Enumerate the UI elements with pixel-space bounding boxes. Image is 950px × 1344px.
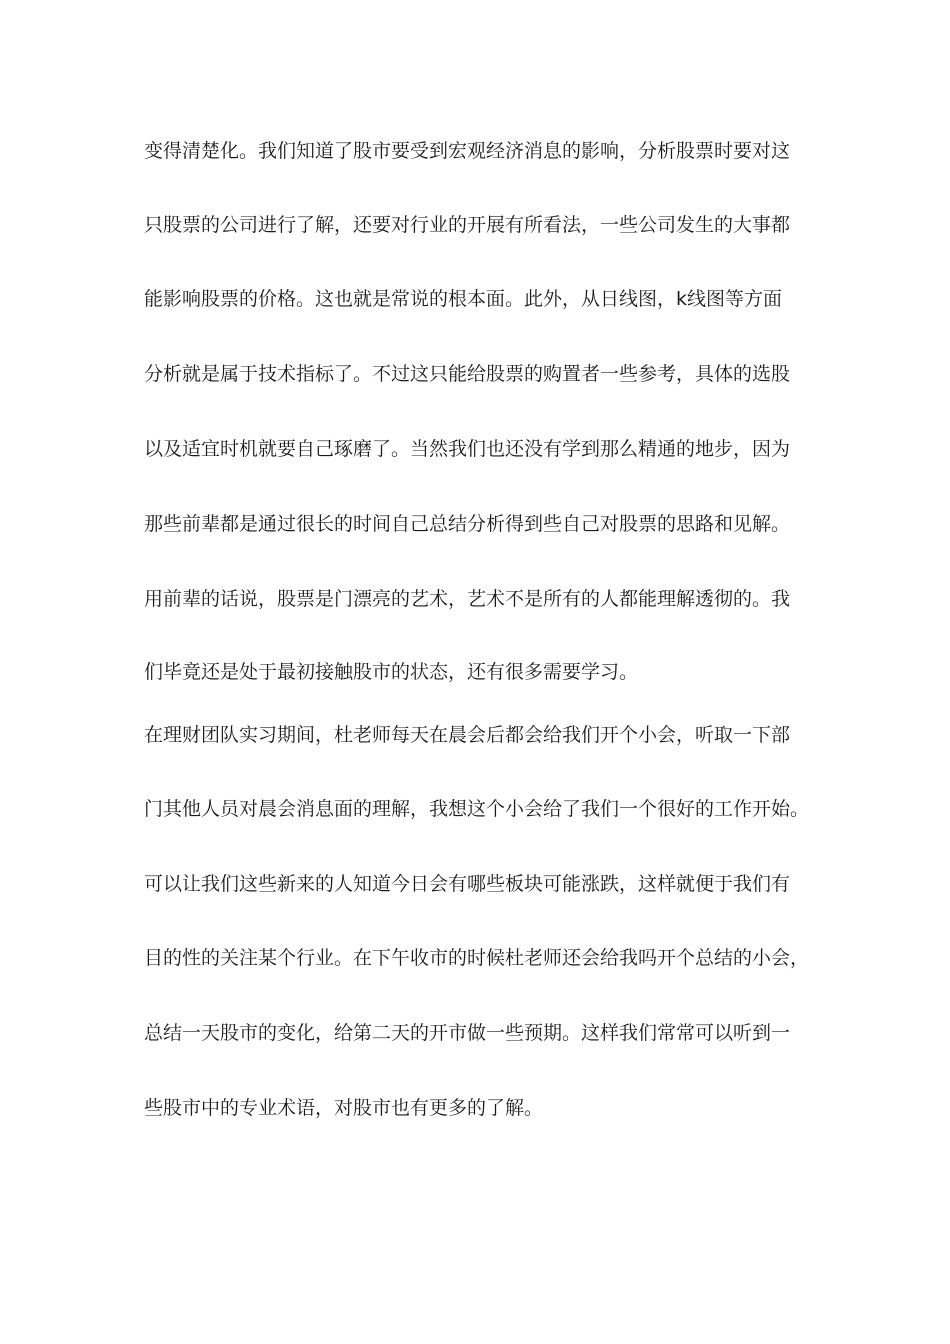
paragraph-1-line-1: 变得清楚化。我们知道了股市要受到宏观经济消息的影响，分析股票时要对这 [144, 140, 791, 162]
paragraph-2-line-2: 门其他人员对晨会消息面的理解，我想这个小会给了我们一个很好的工作开始。 [144, 798, 810, 820]
paragraph-1-line-3: 能影响股票的价格。这也就是常说的根本面。此外，从日线图，k线图等方面 [144, 288, 783, 310]
paragraph-2-line-3: 可以让我们这些新来的人知道今日会有哪些板块可能涨跌，这样就便于我们有 [144, 873, 791, 895]
paragraph-2-line-4: 目的性的关注某个行业。在下午收市的时候杜老师还会给我吗开个总结的小会， [144, 947, 810, 969]
paragraph-1-line-6: 那些前辈都是通过很长的时间自己总结分析得到些自己对股票的思路和见解。 [144, 513, 791, 535]
paragraph-2-line-1: 在理财团队实习期间，杜老师每天在晨会后都会给我们开个小会，听取一下部 [144, 724, 791, 746]
paragraph-2-line-6: 些股市中的专业术语，对股市也有更多的了解。 [144, 1097, 544, 1119]
paragraph-1-line-7: 用前辈的话说，股票是门漂亮的艺术，艺术不是所有的人都能理解透彻的。我 [144, 588, 791, 610]
paragraph-1-line-5: 以及适宜时机就要自己琢磨了。当然我们也还没有学到那么精通的地步，因为 [144, 438, 791, 460]
paragraph-1-line-4: 分析就是属于技术指标了。不过这只能给股票的购置者一些参考，具体的选股 [144, 363, 791, 385]
paragraph-1-line-8: 们毕竟还是处于最初接触股市的状态，还有很多需要学习。 [144, 661, 639, 683]
paragraph-1-line-2: 只股票的公司进行了解，还要对行业的开展有所看法，一些公司发生的大事都 [144, 214, 791, 236]
paragraph-2-line-5: 总结一天股市的变化，给第二天的开市做一些预期。这样我们常常可以听到一 [144, 1022, 791, 1044]
